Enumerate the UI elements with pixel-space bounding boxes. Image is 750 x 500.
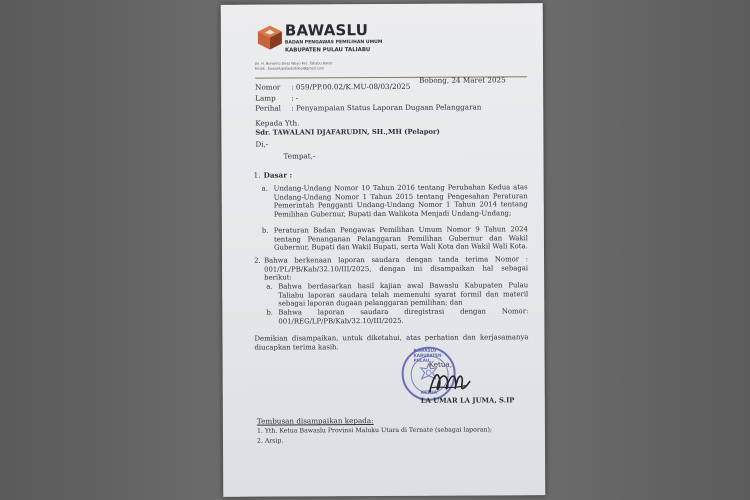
org-region: KABUPATEN PULAU TALIABU: [284, 47, 371, 54]
recipient-tempat: Tempat,-: [283, 151, 316, 161]
point2-number: 2.: [254, 256, 261, 265]
tembusan-item-2: 2. Arsip.: [256, 437, 284, 445]
dasar-a-text: Undang-Undang Nomor 10 Tahun 2016 tentang Perubahan Kedua atas Undang-Undang Nomor 1 Tahun 2015 tentang Pengesahan Peraturan Pemerintah Pengganti Undang-Undang Nomor 1 Tahun 2014 tentang Pemilihan Gubernur, Bupati dan Walikota Menjadi Undang-Undang;: [273, 183, 528, 219]
recipient-di: Di,-: [255, 139, 269, 149]
stamp-bottom-text: KETUA: [420, 390, 437, 396]
point2-b-text: Bahwa laporan saudara diregistrasi dengan Nomor: 001/REG/LP/PB/Kab/32.10/III/2025.: [278, 307, 529, 326]
org-short-name: BAWASLU: [284, 21, 369, 40]
bawaslu-logo-icon: [257, 25, 283, 51]
point2-b-marker: b.: [266, 308, 273, 317]
handwritten-signature: [426, 366, 472, 398]
dasar-b-marker: b.: [261, 226, 269, 235]
dasar-b-text: Peraturan Badan Pengawas Pemilihan Umum Nomor 9 Tahun 2024 tentang Penanganan Pelanggaran Pemilihan Gubernur dan Wakil Gubernur, Bupati dan Wakil Bupati, serta Wali Kota dan Wakil Wali Kota.: [273, 225, 528, 252]
org-long-name: BADAN PENGAWAS PEMILIHAN UMUM: [284, 40, 383, 46]
kepada-yth: Kepada Yth.: [255, 118, 300, 128]
dasar-a-marker: a.: [261, 184, 269, 193]
perihal-value: : Penyampaian Status Laporan Dugaan Pelanggaran: [291, 102, 482, 113]
nomor-label: Nomor: [255, 82, 281, 92]
point2-a-marker: a.: [266, 282, 273, 291]
stamp-top-text: BAWASLU KABUPATEN PULAU: [413, 347, 442, 363]
signatory-name: LA UMAR LA JUMA, S.IP: [420, 396, 515, 405]
point2-a-text: Bahwa berdasarkan hasil kajian awal Bawaslu Kabupaten Pulau Taliabu laporan saudara telah memenuhi syarat formil dan materil sebagai laporan dugaan pelanggaran pemilihan; dan: [278, 281, 529, 308]
place-date: Bobong, 24 Maret 2025: [419, 75, 506, 85]
lamp-label: Lamp: [255, 93, 276, 103]
letter-page: [221, 3, 546, 497]
tembusan-heading: Tembusan disampaikan kepada:: [256, 416, 374, 426]
nomor-value: : 059/PP.00.02/K.MU-08/03/2025: [291, 81, 411, 92]
email-line: Email : bawaslupulautaliabu@gmail.com: [255, 66, 324, 71]
point2-text: Bahwa berkenaan laporan saudara dengan tanda terima Nomor : 001/PL/PB/Kab/32.10/III/2025, dengan ini disampaikan hal sebagai berikut:: [264, 255, 529, 282]
tembusan-item-1: 1. Yth. Ketua Bawaslu Provinsi Maluku Utara di Ternate (sebagai laporan);: [256, 426, 492, 435]
dasar-heading: Dasar :: [263, 170, 293, 180]
lamp-value: : -: [291, 93, 299, 103]
perihal-label: Perihal: [255, 103, 281, 113]
recipient-name: Sdr. TAWALANI DJAFARUDIN, SH.,MH (Pelapor): [255, 127, 440, 137]
address-line: Jln. H. Bonsima Desa Wayo Kec. Taliabu Barat: [255, 61, 332, 66]
dasar-number: 1.: [253, 170, 261, 180]
signature-title: Ketua,: [428, 359, 453, 369]
closing-paragraph: Demikian disampaikan, untuk diketahui, atas perhatian dan kerjasamanya diucapkan terima kasih.: [254, 333, 529, 352]
